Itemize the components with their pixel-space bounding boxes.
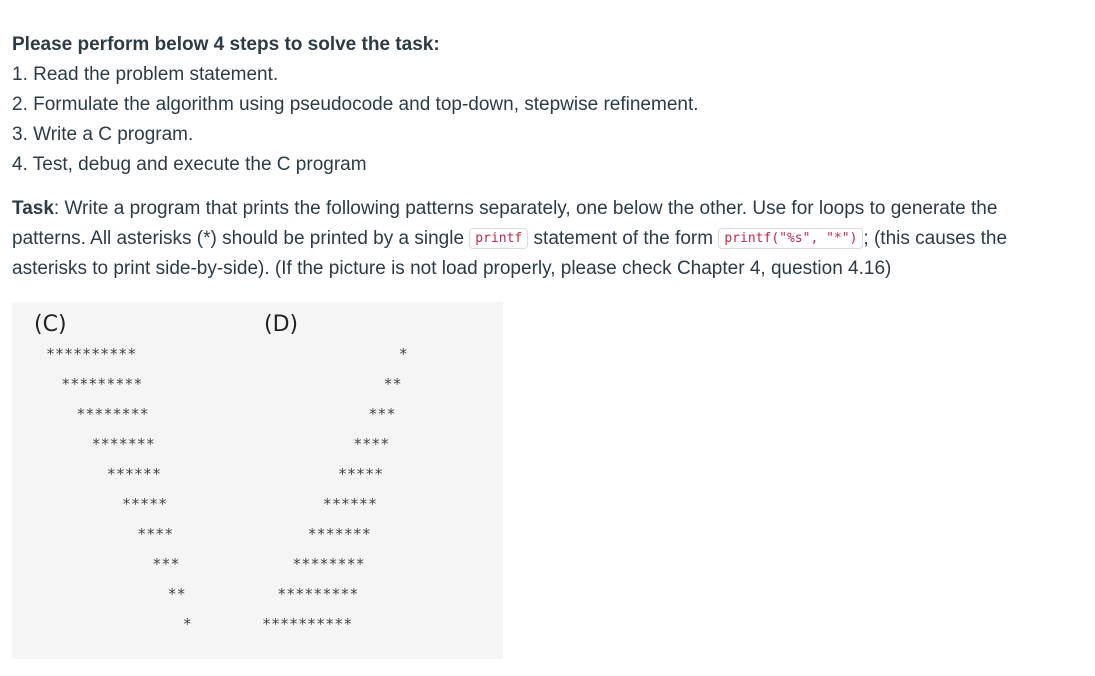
printf-format-code: printf("%s", "*") [718,228,863,249]
pattern-row: **** [353,435,390,453]
pattern-figure [12,302,503,659]
pattern-row: ***** [338,465,384,483]
pattern-row: *** [368,405,396,423]
pattern-row: ****** [322,495,377,513]
assignment-content [12,30,1082,284]
pattern-row: * [398,345,408,363]
pattern-row: ******* [91,435,155,453]
pattern-row: ******** [292,555,365,573]
pattern-row: ** [167,585,186,603]
pattern-row: ******* [307,525,371,543]
pattern-row: *** [152,555,180,573]
pattern-row: ********* [61,375,143,393]
pattern-row: ***** [122,495,168,513]
step-item: 3. Write a C program. [12,124,194,145]
task-label: Task [12,198,54,219]
pattern-c-label: (C) [34,312,67,337]
pattern-row: ********* [277,585,359,603]
pattern-row: **** [137,525,174,543]
task-text-1: : Write a program that prints the following patterns separately, one below the other. Use for loops to generate the patterns. All asterisks (*) should be printed by a single [12,198,998,249]
step-item: 1. Read the problem statement. [12,64,279,85]
printf-code: printf [469,228,528,249]
task-paragraph [12,194,1057,284]
pattern-row: ********** [262,615,353,633]
step-item: 2. Formulate the algorithm using pseudocode and top-down, stepwise refinement. [12,94,699,115]
pattern-row: * [182,615,192,633]
pattern-row: ** [383,375,402,393]
step-item: 4. Test, debug and execute the C program [12,154,367,175]
task-text-2: statement of the form [528,228,719,249]
pattern-row: ******** [76,405,149,423]
steps-list [12,60,1082,180]
pattern-d-label: (D) [264,312,299,337]
task-text-3: ; (this causes the asterisks to print side-by-side). (If the picture is not load properly, please check Chapter 4, question 4.16) [12,228,1008,279]
pattern-row: ********** [46,345,137,363]
pattern-row: ****** [106,465,161,483]
instructions-heading: Please perform below 4 steps to solve the task: [12,34,440,55]
